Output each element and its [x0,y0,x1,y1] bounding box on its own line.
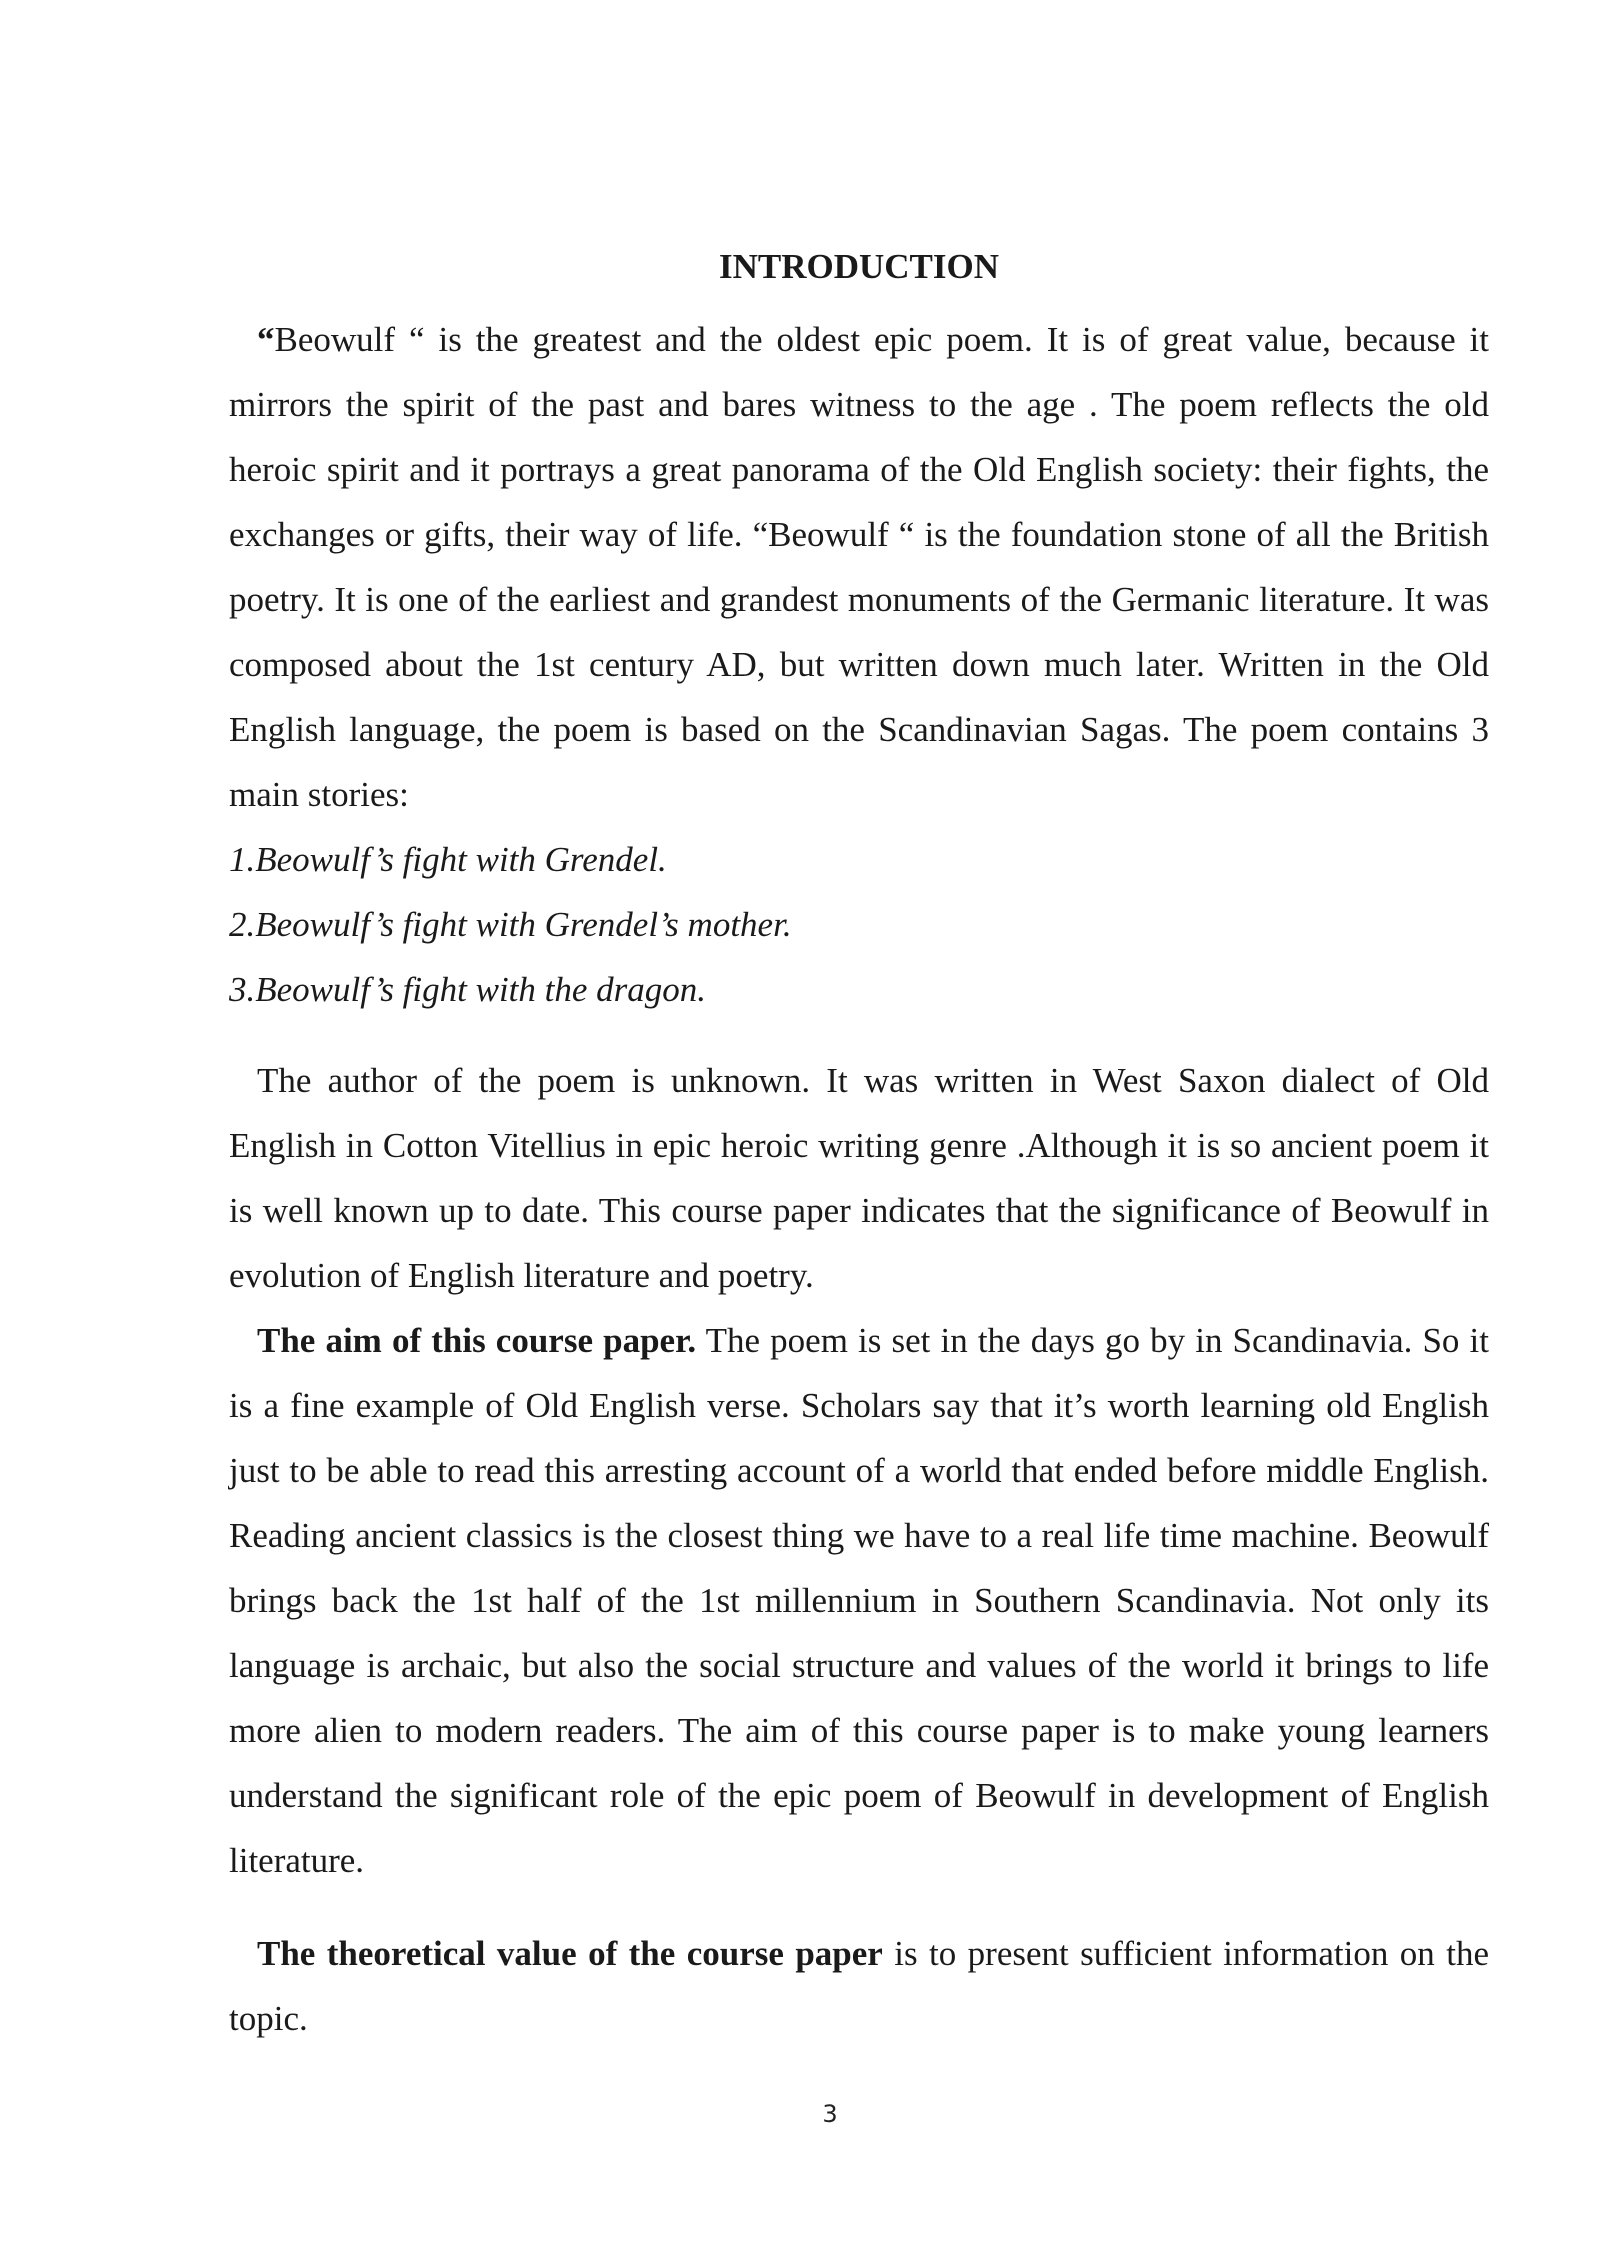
theoretical-paragraph [229,1921,1489,2051]
author-paragraph: The author of the poem is unknown. It was written in West Saxon dialect of Old English in Cotton Vitellius in epic heroic writing genre .Although it is so ancient poem it is well known up to date. This course paper indicates that the significance of Beowulf in evolution of English literature and poetry. [229,1061,1489,1295]
page-body [229,242,1489,2051]
theoretical-paragraph-text: is to present sufficient information on the topic. [229,1934,1489,2038]
intro-paragraph [229,307,1489,827]
aim-paragraph-text: The poem is set in the days go by in Scandinavia. So it is a fine example of Old English verse. Scholars say that it’s worth learning old English just to be able to read this arresting account of a world that ended before middle English. Reading ancient classics is the closest thing we have to a real life time machine. Beowulf brings back the 1st half of the 1st millennium in Southern Scandinavia. Not only its language is archaic, but also the social structure and values of the world it brings to life more alien to modern readers. The aim of this course paper is to make young learners understand the significant role of the epic poem of Beowulf in development of English literature. [229,1321,1489,1880]
list-item: 3.Beowulf’s fight with the dragon. [229,970,707,1009]
list-item: 1.Beowulf’s fight with Grendel. [229,840,667,879]
aim-paragraph [229,1308,1489,1893]
page-title: INTRODUCTION [718,247,1000,286]
intro-opening-quote: “ [257,320,275,359]
paragraph-spacer [229,1022,1489,1048]
list-item: 2.Beowulf’s fight with Grendel’s mother. [229,905,792,944]
page-number: 3 [822,2100,838,2128]
aim-heading: The aim of this course paper. [257,1321,697,1360]
paragraph-spacer [229,1893,1489,1921]
intro-paragraph-text: Beowulf “ is the greatest and the oldest epic poem. It is of great value, because it mirrors the spirit of the past and bares witness to the age . The poem reflects the old heroic spirit and it portrays a great panorama of the Old English society: their fights, the exchanges or gifts, their way of life. “Beowulf “ is the foundation stone of all the British poetry. It is one of the earliest and grandest monuments of the Germanic literature. It was composed about the 1st century AD, but written down much later. Written in the Old English language, the poem is based on the Scandinavian Sagas. The poem contains 3 main stories: [229,320,1489,814]
theoretical-heading: The theoretical value of the course paper [257,1934,883,1973]
stories-list [229,827,1489,1022]
